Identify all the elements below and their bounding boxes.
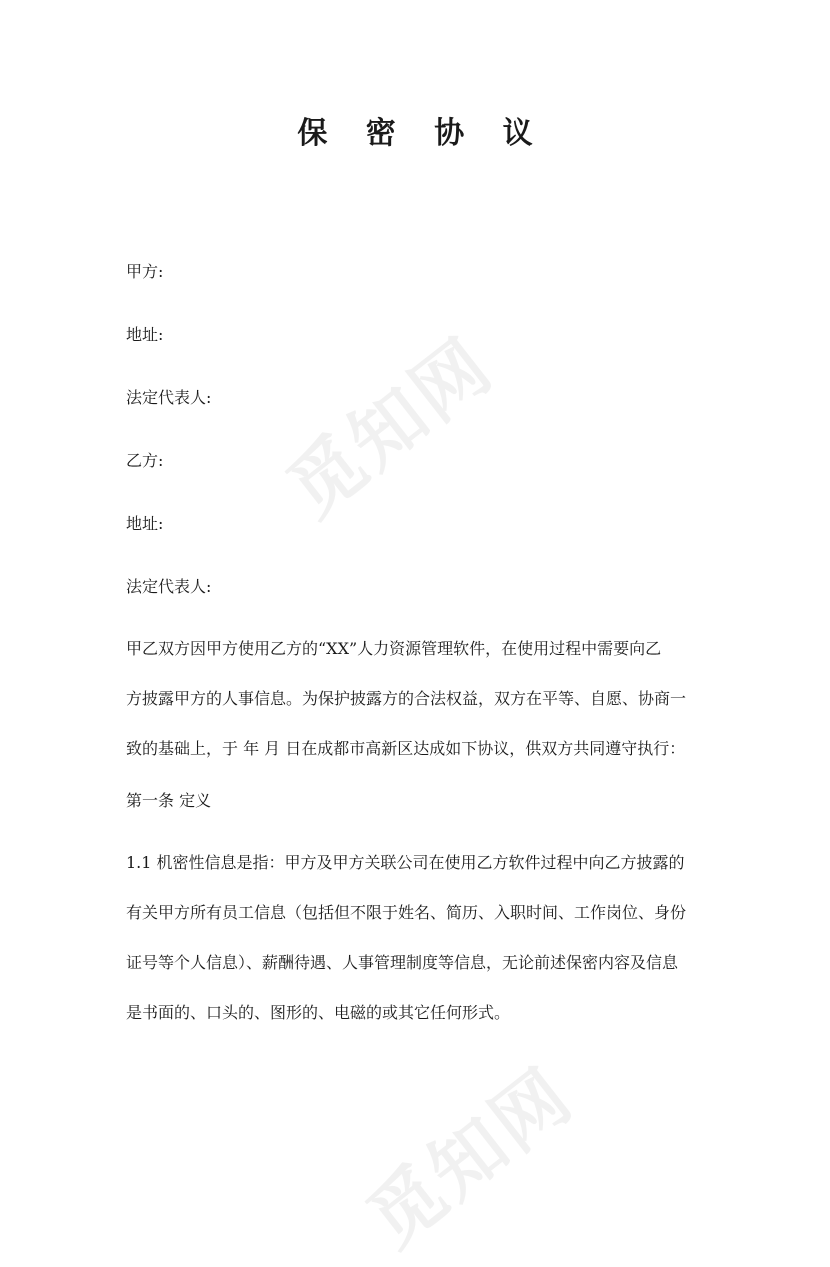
preamble-line: 甲乙双方因甲方使用乙方的“XX”人力资源管理软件，在使用过程中需要向乙: [126, 639, 662, 658]
party-a-label: 甲方:: [126, 262, 164, 281]
clause-1-1-paragraph: [126, 851, 716, 1025]
document-title: 保 密 协 议: [297, 116, 547, 151]
article-1-heading: 第一条 定义: [126, 791, 212, 810]
clause-line: 有关甲方所有员工信息（包括但不限于姓名、简历、入职时间、工作岗位、身份: [126, 903, 687, 922]
preamble-paragraph: [126, 637, 716, 761]
clause-line: 1.1 机密性信息是指：甲方及甲方关联公司在使用乙方软件过程中向乙方披露的: [126, 853, 685, 872]
watermark-bottom: 觅知网: [352, 1051, 590, 1264]
preamble-line: 方披露甲方的人事信息。为保护披露方的合法权益，双方在平等、自愿、协商一: [126, 689, 687, 708]
party-b-label: 乙方:: [126, 451, 164, 470]
party-b-address: 地址:: [126, 514, 164, 533]
preamble-line: 致的基础上，于 年 月 日在成都市高新区达成如下协议，供双方共同遵守执行：: [126, 739, 686, 758]
party-b-representative: 法定代表人:: [126, 577, 212, 596]
watermark: 觅知网: [272, 321, 510, 534]
clause-line: 证号等个人信息）、薪酬待遇、人事管理制度等信息，无论前述保密内容及信息: [126, 953, 679, 972]
party-a-address: 地址:: [126, 325, 164, 344]
clause-line: 是书面的、口头的、图形的、电磁的或其它任何形式。: [126, 1003, 511, 1022]
party-a-representative: 法定代表人:: [126, 388, 212, 407]
